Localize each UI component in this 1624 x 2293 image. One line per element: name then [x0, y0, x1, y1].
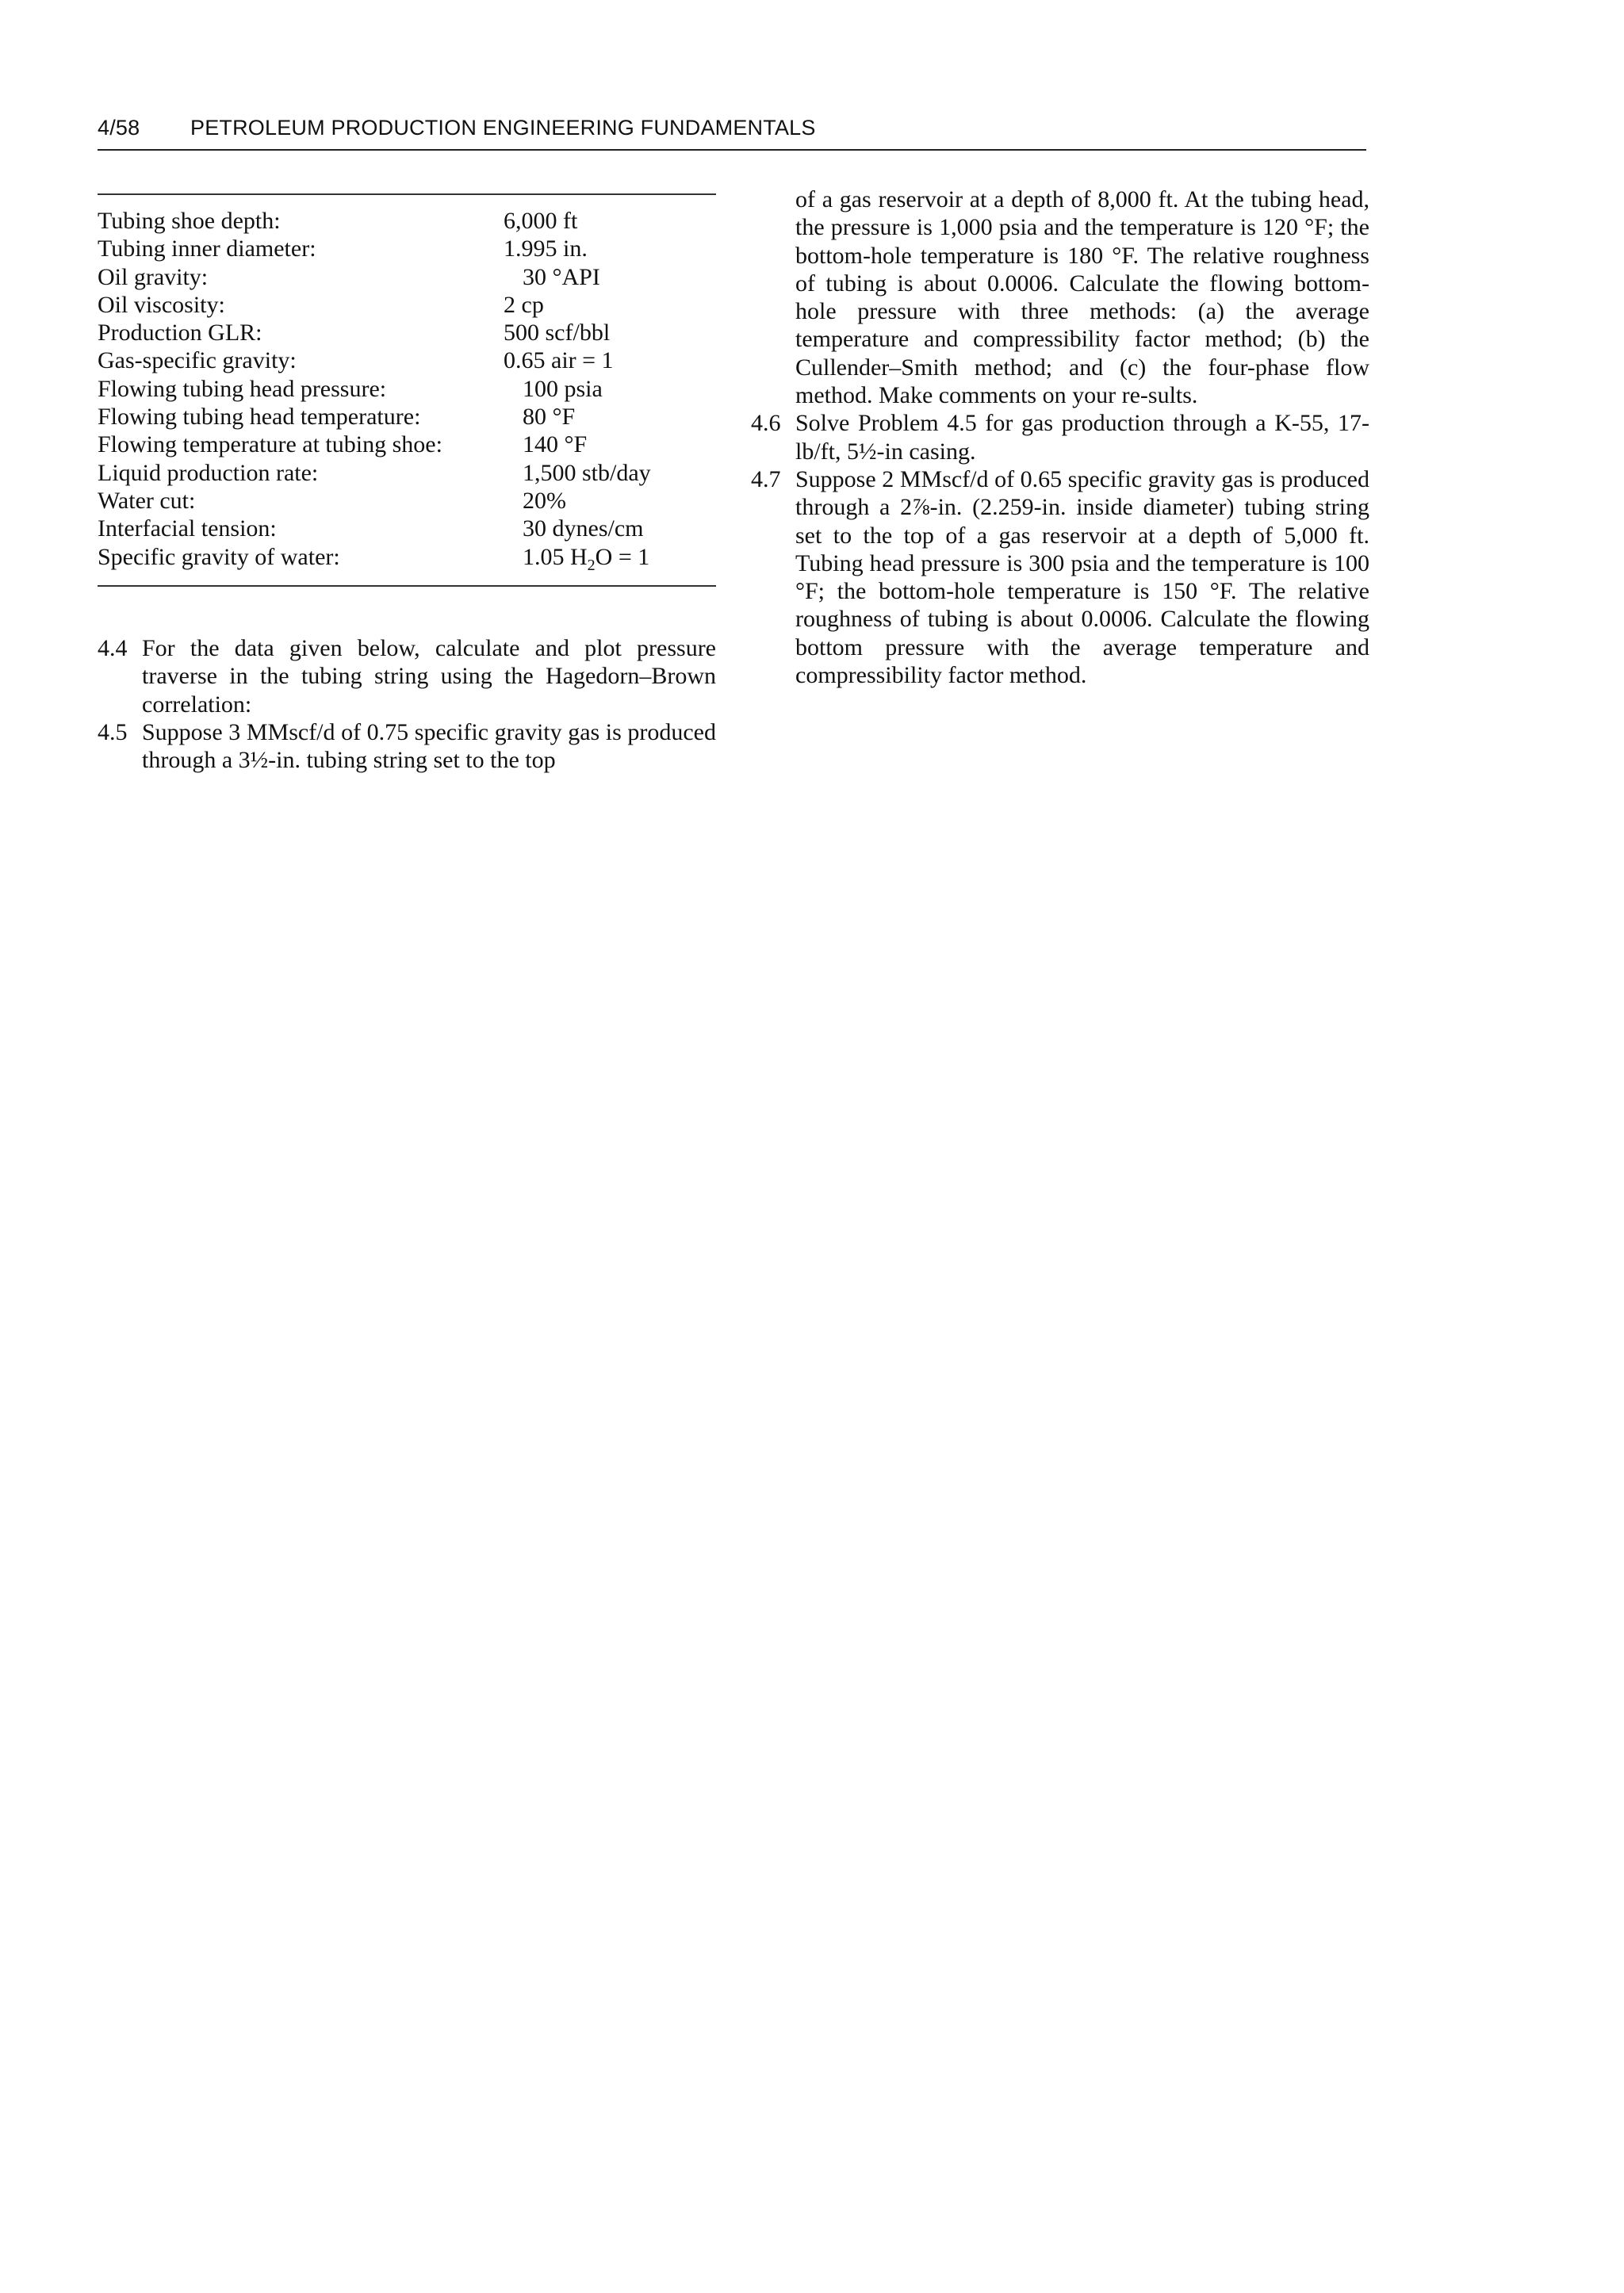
row-label: Tubing inner diameter: — [98, 235, 316, 262]
row-label: Production GLR: — [98, 320, 262, 346]
problem-4-6 — [751, 409, 1369, 465]
header-rule — [98, 149, 1366, 151]
row-label: Tubing shoe depth: — [98, 208, 281, 234]
table-row — [98, 263, 716, 291]
row-value: 2 cp — [504, 291, 544, 318]
table-row — [98, 346, 716, 374]
problem-number: 4.5 — [98, 718, 128, 745]
subscript: 2 — [587, 556, 596, 574]
row-value: 1.995 in. — [504, 235, 588, 262]
table-bottom-rule — [98, 585, 716, 587]
table-row — [98, 291, 716, 319]
problem-4-5-continuation: of a gas reservoir at a depth of 8,000 ft. At the tubing head, the pressure is 1,000 psia and the temperature is 120 °F; the bottom-hole temperature is 180 °F. The relative roughness of tubing is about 0.0006. Calculate the flowing bottom-hole pressure with three methods: (a) the average temperature and compressibility factor method; (b) the Cullender–Smith method; and (c) the four-phase flow method. Make comments on your re-sults. — [795, 186, 1369, 409]
problem-text: Solve Problem 4.5 for gas production through a K-55, 17-lb/ft, 5 — [795, 410, 1369, 465]
table-row — [98, 207, 716, 235]
problem-number: 4.6 — [751, 410, 781, 437]
problem-text: -in. (2.259-in. inside diameter) tubing string set to the top of a gas reservoir at a depth of 5,000 ft. Tubing head pressure is 300 psia and the temperature is 100 °F; the bottom-hole temperature is 150 °F. The relative roughness of tubing is about 0.0006. Calculate the flowing bottom pressure with the average temperature and compressibility factor method. — [795, 494, 1369, 689]
table-row — [98, 319, 716, 346]
table-row — [98, 375, 716, 403]
problem-text: For the data given below, calculate and plot pressure traverse in the tubing string using the Hagedorn–Brown correlation: — [142, 635, 716, 718]
book-title: PETROLEUM PRODUCTION ENGINEERING FUNDAMENTALS — [190, 116, 816, 140]
problem-text: -in casing. — [876, 438, 976, 465]
problem-4-7 — [751, 465, 1369, 689]
row-label: Water cut: — [98, 487, 196, 514]
value-part: O = 1 — [595, 543, 650, 570]
table-row — [98, 235, 716, 262]
row-label: Liquid production rate: — [98, 459, 319, 486]
data-table — [98, 193, 716, 587]
table-row — [98, 403, 716, 431]
table-row — [98, 459, 716, 487]
row-value: 500 scf/bbl — [504, 320, 611, 346]
problems-left-column — [98, 634, 716, 774]
table-row — [98, 543, 716, 574]
row-value: 20% — [523, 487, 566, 514]
problems-right-column — [751, 186, 1369, 689]
row-value: 30 °API — [523, 263, 600, 290]
table-rows — [98, 195, 716, 585]
problem-number: 4.7 — [751, 465, 781, 492]
row-value — [523, 543, 650, 574]
row-label: Specific gravity of water: — [98, 543, 340, 570]
page-number: 4/58 — [98, 116, 140, 140]
row-label: Oil viscosity: — [98, 291, 225, 318]
table-row — [98, 431, 716, 458]
table-row — [98, 487, 716, 515]
row-value: 140 °F — [523, 431, 588, 458]
fraction: ⅞ — [912, 494, 930, 521]
row-label: Flowing tubing head pressure: — [98, 375, 387, 402]
row-value: 100 psia — [523, 375, 603, 402]
row-value: 80 °F — [523, 404, 576, 431]
row-value: 0.65 air = 1 — [504, 347, 614, 374]
problem-text: Suppose 3 MMscf/d of 0.75 specific gravity gas is produced through a 3 — [142, 718, 716, 774]
running-header — [98, 116, 1366, 151]
problem-text: -in. tubing string set to the top — [268, 747, 556, 774]
row-label: Oil gravity: — [98, 263, 209, 290]
row-label: Gas-specific gravity: — [98, 347, 297, 374]
problem-text: Suppose 2 MMscf/d of 0.65 specific gravity gas is produced through a 2 — [795, 465, 1369, 521]
row-label: Flowing temperature at tubing shoe: — [98, 431, 442, 458]
table-row — [98, 515, 716, 542]
problem-number: 4.4 — [98, 635, 128, 661]
value-part: 1.05 H — [523, 543, 588, 570]
problem-4-5 — [98, 718, 716, 775]
row-value: 30 dynes/cm — [523, 515, 644, 542]
problem-4-4 — [98, 634, 716, 718]
fraction: ½ — [250, 747, 269, 774]
row-value: 1,500 stb/day — [523, 459, 651, 486]
row-label: Interfacial tension: — [98, 515, 277, 542]
row-label: Flowing tubing head temperature: — [98, 404, 421, 431]
row-value: 6,000 ft — [504, 208, 578, 234]
fraction: ½ — [859, 438, 877, 465]
